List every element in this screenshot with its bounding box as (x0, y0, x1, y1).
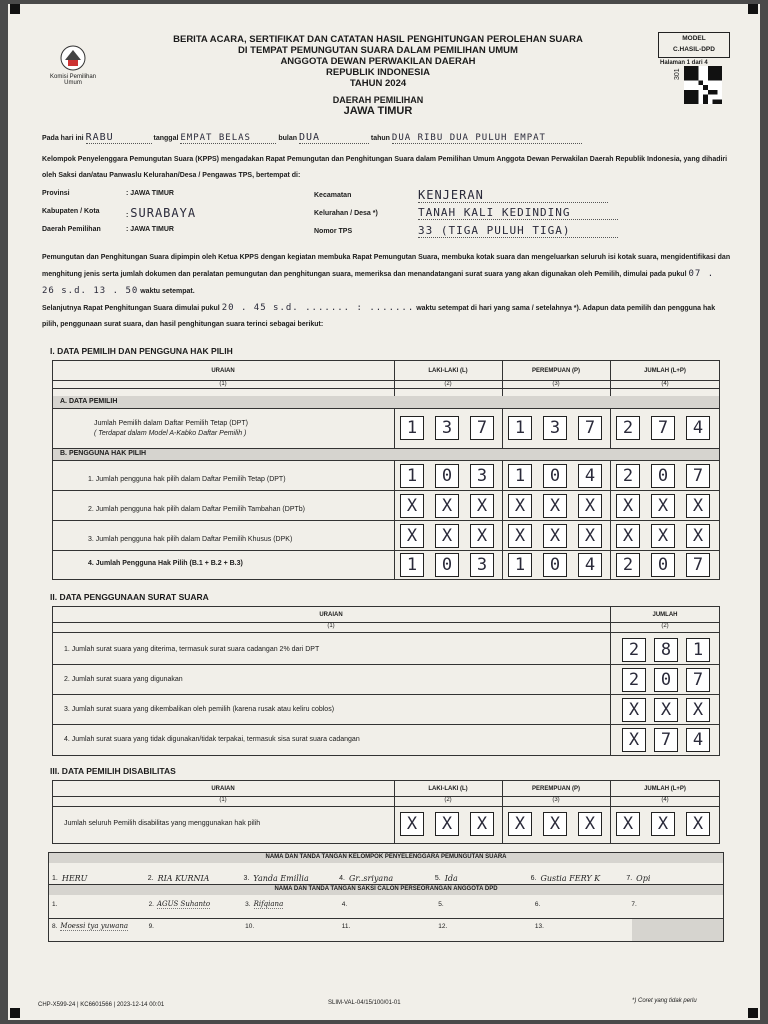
form-header (138, 34, 618, 117)
col-number: (2) (444, 797, 452, 803)
digit-box: X (435, 812, 459, 836)
digit-box: X (654, 698, 678, 722)
witness-signature-cell (342, 900, 433, 908)
digit-box: X (622, 728, 646, 752)
footer-note: *) Coret yang tidak perlu (632, 998, 697, 1004)
witness-signature: Rifqiana (253, 900, 284, 908)
witness-signature: Moessi tya yuwana (60, 922, 129, 930)
digit-box: 1 (400, 416, 424, 440)
header-line: ANGGOTA DEWAN PERWAKILAN DAERAH (280, 56, 476, 67)
logo-caption: Komisi Pemilihan Umum (49, 74, 97, 86)
signature-number: 13. (534, 923, 544, 930)
digit-box: 2 (622, 668, 646, 692)
signature-number: 5. (434, 874, 441, 882)
start-time-value: 07 . 26 s.d. 13 . 50 (42, 269, 715, 296)
digit-box: X (435, 494, 459, 518)
digit-box: 1 (400, 464, 424, 488)
witness-signature-title: NAMA DAN TANDA TANGAN SAKSI CALON PERSEORANGAN ANGGOTA DPD (274, 886, 498, 892)
location-block (42, 190, 732, 240)
digit-box: X (470, 524, 494, 548)
witness-signature-cell (52, 922, 143, 930)
col-header-total: JUMLAH (L+P) (644, 368, 686, 374)
tps-value: 33 (TIGA PULUH TIGA) (418, 224, 618, 238)
col-header-uraian: URAIAN (211, 368, 235, 374)
dapil-field: : JAWA TIMUR (126, 226, 174, 233)
digit-box: X (508, 524, 532, 548)
digit-box: X (578, 524, 602, 548)
col-number: (1) (219, 797, 227, 803)
digit-box: X (686, 812, 710, 836)
digit-box: 2 (616, 464, 640, 488)
page-indicator: Halaman 1 dari 4 (660, 60, 708, 66)
col-number: (2) (444, 381, 452, 387)
city-label: Kabupaten / Kota (42, 208, 100, 215)
digit-box: 0 (651, 464, 675, 488)
digit-box: 3 (543, 416, 567, 440)
kpps-signature: Opi (636, 873, 651, 883)
district-value: KENJERAN (418, 188, 608, 203)
signature-number: 9. (148, 923, 154, 930)
digit-box: 0 (435, 464, 459, 488)
digit-box: 0 (435, 553, 459, 577)
province-value: JAWA TIMUR (130, 190, 174, 197)
header-line: REPUBLIK INDONESIA (326, 67, 430, 78)
signature-number: 12. (438, 923, 448, 930)
witness-signature-cell (631, 900, 722, 908)
digit-box: 4 (686, 416, 710, 440)
model-box (658, 32, 730, 58)
col-header-uraian: URAIAN (211, 786, 235, 792)
digit-box: X (651, 524, 675, 548)
digit-box: 1 (508, 464, 532, 488)
col-header-male: LAKI-LAKI (L) (428, 368, 468, 374)
kpps-signature: Gr..sriyana (349, 873, 394, 883)
digit-box: 3 (470, 553, 494, 577)
village-label: Kelurahan / Desa *) (314, 210, 378, 217)
witness-signature: AGUS Suhanto (156, 900, 211, 908)
digit-box: X (470, 812, 494, 836)
col-header-female: PEREMPUAN (P) (531, 368, 580, 374)
tps-label: Nomor TPS (314, 228, 353, 235)
signature-number: 4. (341, 901, 348, 908)
signature-number: 2. (147, 874, 154, 882)
digit-box: X (616, 812, 640, 836)
date-value: EMPAT BELAS (180, 133, 276, 144)
registration-mark (10, 1008, 20, 1018)
digit-box: 7 (470, 416, 494, 440)
kpps-signature: Gustia FERY K (540, 873, 601, 883)
digit-box: X (508, 812, 532, 836)
signature-number: 6. (534, 901, 541, 908)
district-label: Kecamatan (314, 192, 352, 199)
signature-number: 7. (626, 874, 633, 882)
form-paper (8, 4, 760, 1020)
digit-box: 1 (686, 638, 710, 662)
digit-box: X (400, 494, 424, 518)
digit-box: X (400, 524, 424, 548)
digit-box: 1 (508, 416, 532, 440)
qr-code-icon (684, 66, 722, 104)
start-time-suffix: waktu setempat. (140, 288, 195, 295)
row-label-dpt: Jumlah Pemilih dalam Daftar Pemilih Tetap (DPT) (94, 420, 248, 427)
digit-box: 7 (651, 416, 675, 440)
dapil-value: JAWA TIMUR (130, 226, 174, 233)
registration-mark (748, 4, 758, 14)
digit-box: 1 (400, 553, 424, 577)
row-label-b3: 3. Jumlah pengguna hak pilih dalam Daftar Pemilih Khusus (DPK) (88, 536, 293, 543)
date-label: tanggal (153, 135, 179, 142)
row-label-ballots-received: 1. Jumlah surat suara yang diterima, termasuk surat suara cadangan 2% dari DPT (64, 646, 320, 653)
digit-box: X (543, 494, 567, 518)
col-header-male: LAKI-LAKI (L) (428, 786, 468, 792)
col-number: (3) (552, 797, 560, 803)
digit-box: X (651, 812, 675, 836)
model-label: MODEL (682, 35, 706, 42)
row-label-b4: 4. Jumlah Pengguna Hak Pilih (B.1 + B.2 + B.3) (88, 560, 243, 567)
region-name: JAWA TIMUR (343, 105, 413, 117)
digit-box: 2 (616, 553, 640, 577)
digit-box: 7 (686, 668, 710, 692)
signature-number: 1. (52, 874, 58, 882)
month-value: DUA (299, 132, 369, 144)
province-label: Provinsi (42, 190, 70, 197)
digit-box: X (543, 524, 567, 548)
province-field: : JAWA TIMUR (126, 190, 174, 197)
kpps-signature: Yanda Emillia (253, 873, 309, 883)
digit-box: 1 (508, 553, 532, 577)
signature-number: 3. (243, 874, 250, 882)
digit-box: 2 (622, 638, 646, 662)
col-number: (4) (661, 381, 669, 387)
digit-box: 7 (686, 553, 710, 577)
witness-signature-cell (535, 900, 626, 908)
month-label: bulan (278, 135, 297, 142)
digit-box: X (400, 812, 424, 836)
procedure-paragraph: Pemungutan dan Penghitungan Suara dipimpin oleh Ketua KPPS dengan kegiatan membuka Rapat Pemungutan Suara, membuka kotak suara dan mengeluarkan seluruh isi kotak suara, mengidentifikasi dan menghitung jenis serta jumlah dokumen dan peralatan pemungutan dan penghitungan suara, memeriksa dan menandatangani surat suara yang akan digunakan oleh Pemilih, dimulai pada pukul (42, 254, 731, 278)
procedure-text (42, 250, 732, 333)
subsection-b-title: B. PENGGUNA HAK PILIH (60, 450, 147, 457)
kpu-logo-icon (56, 40, 90, 74)
col-number: (1) (219, 381, 227, 387)
witness-signature-cell (245, 900, 336, 908)
section-2-title: II. DATA PENGGUNAAN SURAT SUARA (50, 592, 209, 602)
witness-signature-cell (342, 922, 433, 930)
digit-box: 2 (616, 416, 640, 440)
kpps-signature: HERU (61, 873, 88, 883)
side-number: 301 (674, 68, 681, 80)
region-label: DAERAH PEMILIHAN (332, 95, 424, 105)
digit-box: 4 (578, 553, 602, 577)
digit-box: X (508, 494, 532, 518)
header-line: DI TEMPAT PEMUNGUTAN SUARA DALAM PEMILIHAN UMUM (238, 45, 518, 56)
city-field: : SURABAYA (126, 206, 197, 220)
digit-box: X (616, 524, 640, 548)
village-value: TANAH KALI KEDINDING (418, 206, 618, 220)
kpps-signature-title: NAMA DAN TANDA TANGAN KELOMPOK PENYELENGGARA PEMUNGUTAN SUARA (265, 854, 507, 860)
digit-box: X (435, 524, 459, 548)
col-header-total: JUMLAH (L+P) (644, 786, 686, 792)
digit-box: X (622, 698, 646, 722)
witness-signature-cell (535, 922, 626, 930)
col-header-female: PEREMPUAN (P) (531, 786, 580, 792)
registration-mark (10, 4, 20, 14)
signature-number: 11. (341, 923, 351, 930)
day-label: Pada hari ini (42, 135, 84, 142)
digit-box: 4 (686, 728, 710, 752)
digit-box: 0 (651, 553, 675, 577)
header-line: TAHUN 2024 (349, 78, 407, 89)
digit-box: X (470, 494, 494, 518)
col-number: (1) (327, 623, 335, 629)
count-time-value: 20 . 45 s.d. ....... : ....... (221, 303, 415, 313)
row-label-disability-voters: Jumlah seluruh Pemilih disabilitas yang menggunakan hak pilih (64, 820, 261, 827)
year-label: tahun (370, 135, 390, 142)
witness-signature-cell (438, 900, 529, 908)
digit-box: X (616, 494, 640, 518)
digit-box: X (543, 812, 567, 836)
witness-signature-cell (149, 922, 240, 930)
row-label-b1: 1. Jumlah pengguna hak pilih dalam Daftar Pemilih Tetap (DPT) (88, 476, 286, 483)
row-label-ballots-returned: 3. Jumlah surat suara yang dikembalikan oleh pemilih (karena rusak atau keliru coblos) (64, 706, 335, 713)
col-header-uraian: URAIAN (319, 612, 343, 618)
city-value: SURABAYA (130, 206, 197, 220)
signature-number: 10. (245, 923, 255, 930)
digit-box: 0 (543, 464, 567, 488)
witness-signature-cell (438, 922, 529, 930)
digit-box: X (686, 494, 710, 518)
dapil-label: Daerah Pemilihan (42, 226, 101, 233)
registration-mark (748, 1008, 758, 1018)
digit-box: X (651, 494, 675, 518)
digit-box: 0 (543, 553, 567, 577)
digit-box: 8 (654, 638, 678, 662)
col-number: (2) (661, 623, 669, 629)
digit-box: 7 (578, 416, 602, 440)
witness-signature-cell (245, 922, 336, 930)
day-value: RABU (86, 132, 152, 144)
footer-reference: SLIM-VAL-04/15/100/01-01 (328, 1000, 401, 1006)
subsection-a-title: A. DATA PEMILIH (60, 398, 118, 405)
digit-box: X (686, 698, 710, 722)
row-label-b2: 2. Jumlah pengguna hak pilih dalam Daftar Pemilih Tambahan (DPTb) (88, 506, 305, 513)
section-1-title: I. DATA PEMILIH DAN PENGGUNA HAK PILIH (50, 346, 233, 356)
col-number: (3) (552, 381, 560, 387)
col-header-total: JUMLAH (652, 612, 678, 618)
witness-signature-cell (52, 900, 143, 908)
witness-signature-grid (48, 896, 724, 942)
signature-number: 7. (631, 901, 637, 908)
digit-box: 3 (435, 416, 459, 440)
signature-number: 1. (52, 901, 58, 908)
digit-box: 3 (470, 464, 494, 488)
header-line: BERITA ACARA, SERTIFIKAT DAN CATATAN HASIL PENGHITUNGAN PEROLEHAN SUARA (173, 34, 583, 45)
digit-box: X (578, 494, 602, 518)
col-number: (4) (661, 797, 669, 803)
digit-box: 0 (654, 668, 678, 692)
section-3-title: III. DATA PEMILIH DISABILITAS (50, 766, 176, 776)
count-paragraph-tail: waktu setempat di hari yang sama / setelahnya *). Adapun data pemilih dan pengguna hak pilih, penggunaan surat suara, dan hasil penghitungan suara terinci sebagai berikut: (42, 305, 716, 328)
witness-signature-cell (149, 900, 240, 908)
intro-text: Kelompok Penyelenggara Pemungutan Suara (KPPS) mengadakan Rapat Pemungutan dan Penghitungan Suara dalam Pemilihan Umum Anggota Dewan Perwakilan Daerah Republik Indonesia, yang dihadiri oleh Saksi dan/atau Panwaslu Kelurahan/Desa / Pengawas TPS, bertempat di: (42, 156, 728, 179)
signature-number: 5. (438, 901, 444, 908)
date-line (42, 132, 732, 144)
signature-number: 2. (148, 901, 154, 908)
row-label-ballots-unused: 4. Jumlah surat suara yang tidak digunakan/tidak terpakai, termasuk sisa surat suara cadangan (64, 736, 360, 743)
digit-box: 7 (654, 728, 678, 752)
signature-number: 8. (52, 923, 58, 930)
row-sublabel-dpt: ( Terdapat dalam Model A-Kabko Daftar Pemilih ) (94, 430, 247, 437)
digit-box: X (686, 524, 710, 548)
footer-code: CHP-X599-24 | KC6601566 | 2023-12-14 00:01 (38, 1002, 165, 1008)
count-paragraph: Selanjutnya Rapat Penghitungan Suara dimulai pukul (42, 305, 220, 312)
form-code: C.HASIL-DPD (673, 46, 715, 53)
year-value: DUA RIBU DUA PULUH EMPAT (392, 133, 582, 144)
signature-number: 4. (339, 874, 345, 882)
row-label-ballots-used: 2. Jumlah surat suara yang digunakan (64, 676, 183, 683)
signature-number: 3. (245, 901, 251, 908)
kpps-signature: RIA KURNIA (157, 873, 210, 883)
digit-box: X (578, 812, 602, 836)
kpps-signature: Ida (444, 873, 458, 883)
digit-box: 7 (686, 464, 710, 488)
digit-box: 4 (578, 464, 602, 488)
signature-number: 6. (530, 874, 537, 882)
